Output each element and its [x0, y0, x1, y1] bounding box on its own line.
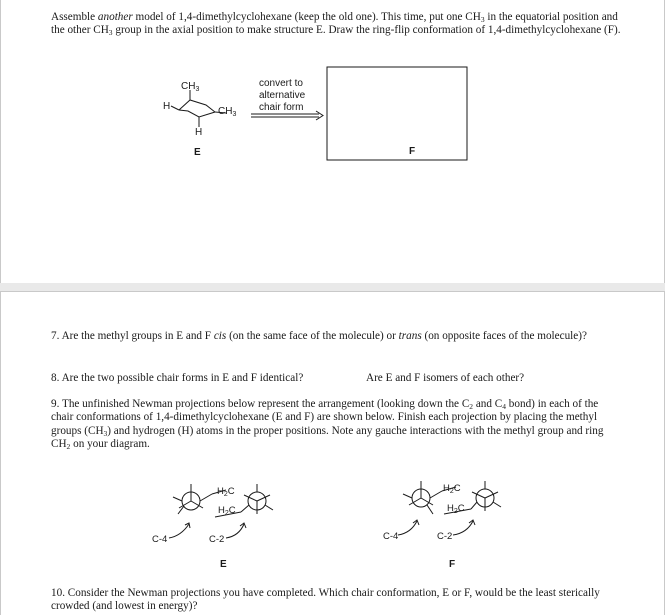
newman-e-h2c-top: $H_2C$: [217, 486, 235, 498]
chair-structure-e: [1, 0, 665, 283]
newman-projections: [1, 292, 665, 615]
newman-f-right: [471, 481, 501, 511]
ch3-top-label: $CH_3$: [181, 81, 200, 93]
newman-f-c2-label: C-2: [437, 531, 453, 542]
newman-f-label: F: [449, 559, 456, 570]
question-8-part-a: 8. Are the two possible chair forms in E and F identical?: [51, 372, 304, 384]
newman-e-label: E: [220, 559, 227, 570]
h-left-label: H: [163, 101, 171, 112]
worksheet-panel-top: [0, 0, 665, 283]
worksheet-panel-bottom: [0, 291, 665, 615]
newman-f-h2c-bottom: $H_2C$: [447, 503, 465, 515]
answer-box-f: [327, 67, 467, 160]
newman-f-h2c-top: $H_2C$: [443, 483, 461, 495]
newman-e-h2c-bottom: $H_2C$: [218, 505, 236, 517]
ch3-right-label: $CH_3$: [218, 106, 237, 118]
newman-f-left: [403, 481, 442, 514]
newman-e-left: [173, 484, 212, 514]
newman-f-c4-label: C-4: [383, 531, 399, 542]
structure-f-label: F: [409, 146, 416, 157]
newman-e-right: [241, 484, 273, 514]
h-bottom-label: H: [195, 127, 203, 138]
arrow-label: convert to alternative chair form: [259, 78, 306, 113]
question-7: 7. Are the methyl groups in E and F cis (on the same face of the molecule) or trans (on opposite faces of the molecule)?: [51, 330, 587, 342]
equatorial-bond-left: [171, 106, 179, 110]
question-8-part-b: Are E and F isomers of each other?: [366, 372, 525, 384]
newman-e-c2-label: C-2: [209, 534, 225, 545]
page-gap: [0, 283, 665, 291]
structure-e-label: E: [194, 147, 201, 158]
question-10: 10. Consider the Newman projections you have completed. Which chair conformation, E or F, would be the least sterically crowded (and lowest in energy)?: [51, 587, 600, 613]
instructions-text: Assemble another model of 1,4-dimethylcyclohexane (keep the old one). This time, put one $CH_3$ in the equatorial position and the other $CH_3$ group in the axial position to make structure E. Draw the ring-flip conformation of 1,4-dimethylcyclohexane (F).: [51, 11, 621, 38]
newman-e-c4-label: C-4: [152, 534, 168, 545]
question-9: 9. The unfinished Newman projections below represent the arrangement (looking down the $C_2$ and $C_4$ bond) in each of the chair conformations of 1,4-dimethylcyclohexane (E and F) are shown below. Finish each projection by placing the methyl groups $(CH_3)$ and hydrogen (H) atoms in the proper positions. Note any gauche interactions with the methyl group and ring $CH_2$ on your diagram.: [51, 398, 604, 452]
